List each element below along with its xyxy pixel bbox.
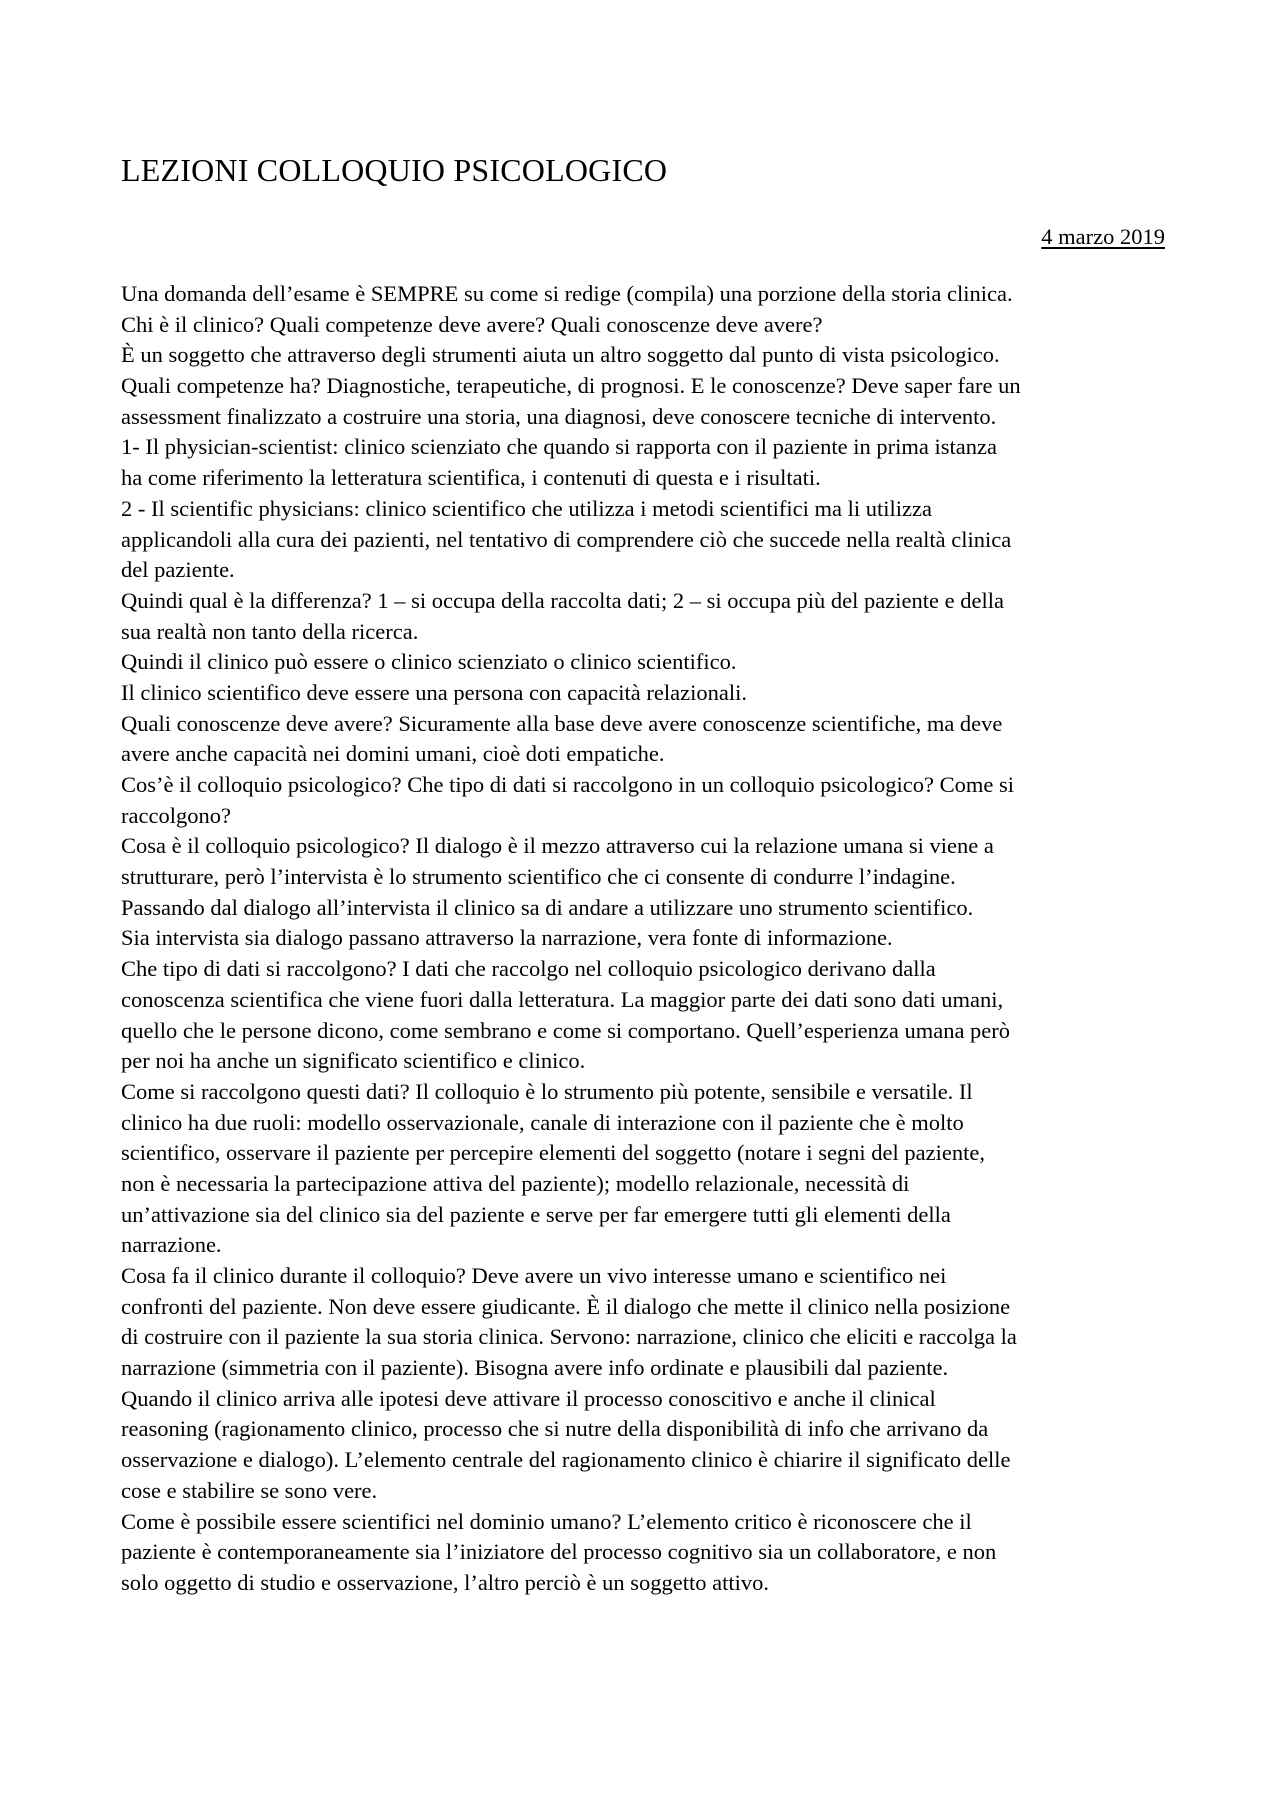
document-title: LEZIONI COLLOQUIO PSICOLOGICO <box>121 152 668 188</box>
body-line: narrazione (simmetria con il paziente). Bisogna avere info ordinate e plausibili dal paziente. <box>121 1355 949 1381</box>
document-date: 4 marzo 2019 <box>1041 224 1165 249</box>
body-line: Chi è il clinico? Quali competenze deve avere? Quali conoscenze deve avere? <box>121 311 823 337</box>
body-line: reasoning (ragionamento clinico, processo che si nutre della disponibilità di info che arrivano da <box>121 1416 989 1442</box>
body-line: sua realtà non tanto della ricerca. <box>121 618 419 644</box>
body-line: del paziente. <box>121 557 235 583</box>
body-line: Quando il clinico arriva alle ipotesi deve attivare il processo conoscitivo e anche il clinical <box>121 1385 936 1411</box>
body-line: Sia intervista sia dialogo passano attraverso la narrazione, vera fonte di informazione. <box>121 925 893 951</box>
body-line: applicandoli alla cura dei pazienti, nel tentativo di comprendere ciò che succede nella realtà clinica <box>121 526 1012 552</box>
body-line: Cosa è il colloquio psicologico? Il dialogo è il mezzo attraverso cui la relazione umana si viene a <box>121 833 994 859</box>
document-body <box>121 279 1165 1599</box>
body-line: È un soggetto che attraverso degli strumenti aiuta un altro soggetto dal punto di vista psicologico. <box>121 342 1000 368</box>
body-line: scientifico, osservare il paziente per percepire elementi del soggetto (notare i segni del paziente, <box>121 1140 985 1166</box>
body-line: per noi ha anche un significato scientifico e clinico. <box>121 1048 586 1074</box>
body-line: osservazione e dialogo). L’elemento centrale del ragionamento clinico è chiarire il significato delle <box>121 1447 1011 1473</box>
body-line: narrazione. <box>121 1232 222 1258</box>
body-line: 2 - Il scientific physicians: clinico scientifico che utilizza i metodi scientifici ma li utilizza <box>121 495 932 521</box>
body-line: ha come riferimento la letteratura scientifica, i contenuti di questa e i risultati. <box>121 465 821 491</box>
body-line: Il clinico scientifico deve essere una persona con capacità relazionali. <box>121 679 747 705</box>
body-line: Una domanda dell’esame è SEMPRE su come si redige (compila) una porzione della storia clinica. <box>121 281 1013 306</box>
body-line: 1- Il physician-scientist: clinico scienziato che quando si rapporta con il paziente in prima istanza <box>121 434 997 460</box>
body-line: Come è possibile essere scientifici nel dominio umano? L’elemento critico è riconoscere che il <box>121 1508 972 1534</box>
body-line: quello che le persone dicono, come sembrano e come si comportano. Quell’esperienza umana però <box>121 1017 1011 1043</box>
body-line: confronti del paziente. Non deve essere giudicante. È il dialogo che mette il clinico nella posizione <box>121 1293 1011 1319</box>
body-line: clinico ha due ruoli: modello osservazionale, canale di interazione con il paziente che è molto <box>121 1109 964 1135</box>
body-line: Come si raccolgono questi dati? Il colloquio è lo strumento più potente, sensibile e versatile. Il <box>121 1078 973 1104</box>
body-line: di costruire con il paziente la sua storia clinica. Servono: narrazione, clinico che eliciti e raccolga la <box>121 1324 1017 1350</box>
body-line: Quindi il clinico può essere o clinico scienziato o clinico scientifico. <box>121 649 737 675</box>
body-line: Cos’è il colloquio psicologico? Che tipo di dati si raccolgono in un colloquio psicologico? Come si <box>121 772 1014 797</box>
body-line: Passando dal dialogo all’intervista il clinico sa di andare a utilizzare uno strumento scientifico. <box>121 894 974 920</box>
body-line: Quali competenze ha? Diagnostiche, terapeutiche, di prognosi. E le conoscenze? Deve saper fare un <box>121 373 1021 399</box>
body-line: Cosa fa il clinico durante il colloquio? Deve avere un vivo interesse umano e scientifico nei <box>121 1263 947 1288</box>
document-page <box>121 0 1165 1811</box>
body-line: conoscenza scientifica che viene fuori dalla letteratura. La maggior parte dei dati sono dati umani, <box>121 986 1004 1012</box>
body-line: solo oggetto di studio e osservazione, l’altro perciò è un soggetto attivo. <box>121 1569 769 1595</box>
body-line: paziente è contemporaneamente sia l’iniziatore del processo cognitivo sia un collaboratore, e non <box>121 1539 997 1565</box>
body-line: un’attivazione sia del clinico sia del paziente e serve per far emergere tutti gli elementi della <box>121 1201 951 1227</box>
body-line: strutturare, però l’intervista è lo strumento scientifico che ci consente di condurre l’indagine. <box>121 864 956 890</box>
body-line: raccolgono? <box>121 802 231 828</box>
body-line: Quindi qual è la differenza? 1 – si occupa della raccolta dati; 2 – si occupa più del paziente e della <box>121 587 1004 613</box>
body-line: assessment finalizzato a costruire una storia, una diagnosi, deve conoscere tecniche di intervento. <box>121 403 997 429</box>
body-line: cose e stabilire se sono vere. <box>121 1477 378 1503</box>
body-line: non è necessaria la partecipazione attiva del paziente); modello relazionale, necessità di <box>121 1170 910 1196</box>
body-line: Quali conoscenze deve avere? Sicuramente alla base deve avere conoscenze scientifiche, ma deve <box>121 710 1003 736</box>
body-line: Che tipo di dati si raccolgono? I dati che raccolgo nel colloquio psicologico derivano dalla <box>121 956 936 982</box>
body-line: avere anche capacità nei domini umani, cioè doti empatiche. <box>121 741 665 767</box>
